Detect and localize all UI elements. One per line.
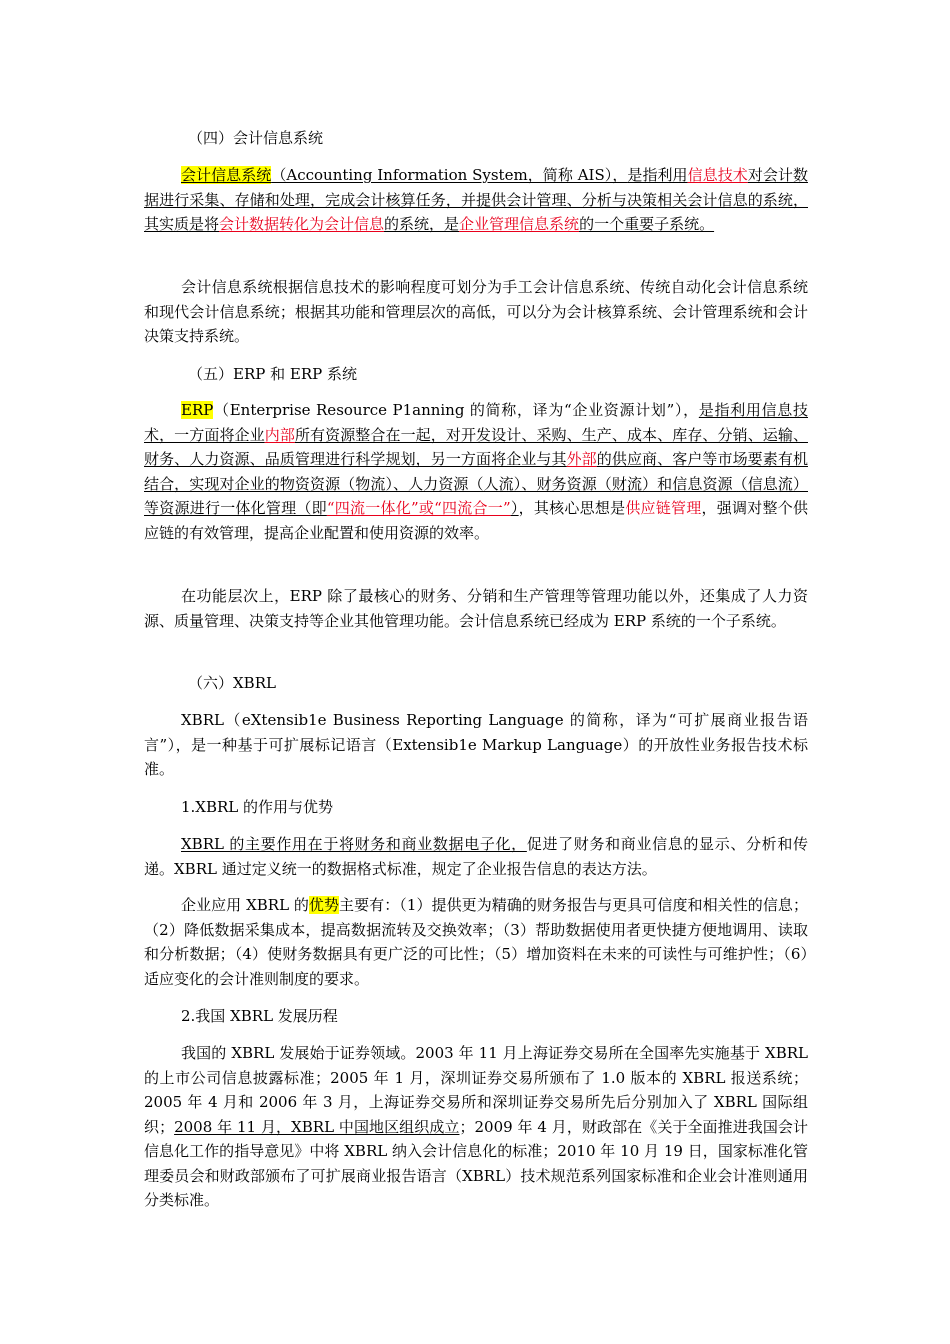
red-term: 外部 [566, 450, 597, 468]
highlight-term-ais: 会计信息系统 [181, 166, 272, 184]
red-term: 信息技术 [687, 166, 748, 184]
red-term: “四流一体化”或“四流合一” [326, 499, 511, 517]
subheading-xbrl-history: 2.我国 XBRL 发展历程 [181, 1007, 338, 1025]
paragraph-erp-definition: ERP（Enterprise Resource P1anning 的简称，译为“企业资源计划”），是指利用信息技术，一方面将企业内部所有资源整合在一起，对开发设计、采购、生产、成本、库存、分销、运输、财务、人力资源、品质管理进行科学规划，另一方面将企业与其外部的供应商、客户等市场要素有机结合，实现对企业的物资资源（物流）、人力资源（人流）、财务资源（财流）和信息资源（信息流）等资源进行一体化管理（即“四流一体化”或“四流合一”），其核心思想是供应链管理，强调对整个供应链的有效管理，提高企业配置和使用资源的效率。 [144, 401, 808, 542]
paragraph-ais-classification: 会计信息系统根据信息技术的影响程度可划分为手工会计信息系统、传统自动化会计信息系统和现代会计信息系统；根据其功能和管理层次的高低，可以分为会计核算系统、会计管理系统和会计决策支持系统。 [144, 278, 808, 345]
paragraph-erp-functions: 在功能层次上，ERP 除了最核心的财务、分销和生产管理等管理功能以外，还集成了人力资源、质量管理、决策支持等企业其他管理功能。会计信息系统已经成为 ERP 系统的一个子系统。 [144, 587, 808, 630]
paragraph-xbrl-advantages: 企业应用 XBRL 的优势主要有：（1）提供更为精确的财务报告与更具可信度和相关性的信息；（2）降低数据采集成本，提高数据流转及交换效率；（3）帮助数据使用者更快捷方便地调用、读取和分析数据；（4）使财务数据具有更广泛的可比性；（5）增加资料在未来的可读性与可维护性；（6）适应变化的会计准则制度的要求。 [144, 896, 808, 988]
red-term: 会计数据转化为会计信息 [219, 215, 385, 233]
paragraph-ais-definition: 会计信息系统（Accounting Information System，简称 AIS），是指利用信息技术对会计数据进行采集、存储和处理，完成会计核算任务，并提供会计管理、分析与决策相关会计信息的系统，其实质是将会计数据转化为会计信息的系统，是企业管理信息系统的一个重要子系统。 [144, 166, 808, 233]
red-term: 内部 [264, 425, 295, 444]
highlight-term-erp: ERP [181, 401, 214, 419]
red-term: 供应链管理 [625, 499, 702, 517]
paragraph-xbrl-role: XBRL 的主要作用在于将财务和商业数据电子化，促进了财务和商业信息的显示、分析和传递。XBRL 通过定义统一的数据格式标准，规定了企业报告信息的表达方法。 [144, 835, 808, 878]
heading-s5: （五）ERP 和 ERP 系统 [188, 365, 357, 383]
subheading-xbrl-role: 1.XBRL 的作用与优势 [181, 798, 334, 816]
heading-s4: （四）会计信息系统 [188, 129, 324, 147]
red-term: 企业管理信息系统 [459, 215, 580, 233]
heading-s6: （六）XBRL [188, 674, 276, 692]
paragraph-xbrl-history: 我国的 XBRL 发展始于证券领域。2003 年 11 月上海证券交易所在全国率先实施基于 XBRL 的上市公司信息披露标准；2005 年 1 月，深圳证券交易所颁布了 1.0 版本的 XBRL 报送系统；2005 年 4 月和 2006 年 3 月，上海证券交易所和深圳证券交易所先后分别加入了 XBRL 国际组织；2008 年 11 月，XBRL 中国地区组织成立；2009 年 4 月，财政部在《关于全面推进我国会计信息化工作的指导意见》中将 XBRL 纳入会计信息化的标准；2010 年 10 月 19 日，国家标准化管理委员会和财政部颁布了可扩展商业报告语言（XBRL）技术规范系列国家标准和企业会计准则通用分类标准。 [144, 1044, 808, 1209]
highlight-term-advantage: 优势 [308, 896, 340, 914]
paragraph-xbrl-definition: XBRL（eXtensib1e Business Reporting Language 的简称，译为“可扩展商业报告语言”），是一种基于可扩展标记语言（Extensib1e Markup Language）的开放性业务报告技术标准。 [144, 711, 808, 778]
